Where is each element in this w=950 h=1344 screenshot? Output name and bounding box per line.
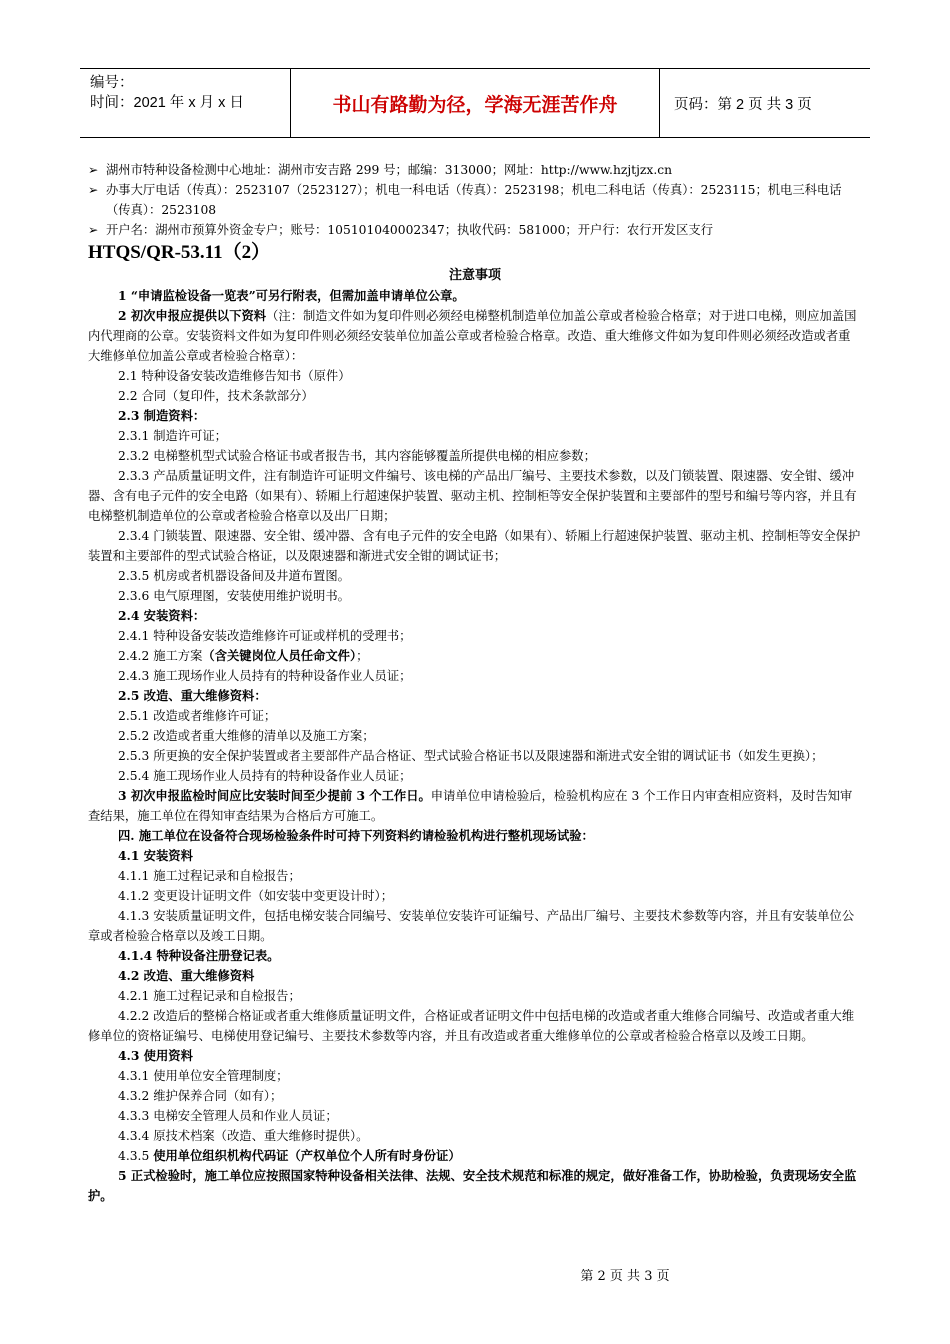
page-indicator: 页码：第 2 页 共 3 页 [674, 96, 812, 113]
item-4-2-2: 4.2.2 改造后的整梯合格证或者重大维修质量证明文件，合格证或者证明文件中包括电梯的改造或者重大维修合同编号、改造或者重大维修单位的资格证编号、电梯使用登记编号、主要技术参数等内容，并且有改造或者重大维修单位的公章或者检验合格章以及竣工日期。 [88, 1009, 855, 1043]
item-2-2: 2.2 合同（复印件，技术条款部分） [118, 389, 314, 403]
item-4-1: 4.1 安装资料 [118, 848, 193, 863]
item-2-3-2: 2.3.2 电梯整机型式试验合格证书或者报告书，其内容能够覆盖所提供电梯的相应参数； [118, 449, 596, 463]
page-footer [0, 1265, 950, 1284]
item-2: 2 初次申报应提供以下资料（注：制造文件如为复印件则必须经电梯整机制造单位加盖公章或者检验合格章；对于进口电梯，则应加盖国内代理商的公章。安装资料文件如为复印件则必须经安装单位加盖公章或者检验合格章。改造、重大维修文件如为复印件则必须经改造或者重大维修单位加盖公章或者检验合格章）： [88, 308, 857, 363]
item-2-5-2: 2.5.2 改造或者重大维修的清单以及施工方案； [118, 729, 375, 743]
item-2-5-4: 2.5.4 施工现场作业人员持有的特种设备作业人员证； [118, 769, 412, 783]
item-4-3-2: 4.3.2 维护保养合同（如有）； [118, 1089, 283, 1103]
header-motto: 书山有路勤为径，学海无涯苦作舟 [290, 69, 660, 137]
item-2-5-3: 2.5.3 所更换的安全保护装置或者主要部件产品合格证、型式试验合格证书以及限速器和渐进式安全钳的调试证书（如发生更换）； [118, 749, 824, 763]
item-4-3-1: 4.3.1 使用单位安全管理制度； [118, 1069, 289, 1083]
item-4-2: 4.2 改造、重大维修资料 [118, 968, 255, 983]
item-1: 1 “申请监检设备一览表”可另行附表，但需加盖申请单位公章。 [118, 288, 465, 303]
item-4-1-4: 4.1.4 特种设备注册登记表。 [118, 948, 280, 963]
item-4-3-3: 4.3.3 电梯安全管理人员和作业人员证； [118, 1109, 338, 1123]
info-account: ➢ 开户名：湖州市预算外资金专户；账号：105101040002347；执收代码：581000；开户行：农行开发区支行 [88, 220, 862, 240]
section-title: 注意事项 [448, 268, 501, 283]
number-label: 编号： [90, 75, 134, 91]
item-2-4-2: 2.4.2 施工方案（含关键岗位人员任命文件）； [118, 648, 369, 663]
item-4: 四. 施工单位在设备符合现场检验条件时可持下列资料约请检验机构进行整机现场试验： [118, 828, 594, 843]
item-4-1-1: 4.1.1 施工过程记录和自检报告； [118, 869, 301, 883]
item-2-3-5: 2.3.5 机房或者机器设备间及井道布置图。 [118, 569, 350, 583]
item-4-2-1: 4.2.1 施工过程记录和自检报告； [118, 989, 301, 1003]
time-label: 时间：2021 年 x 月 x 日 [90, 95, 244, 111]
item-4-1-3: 4.1.3 安装质量证明文件，包括电梯安装合同编号、安装单位安装许可证编号、产品出厂编号、主要技术参数等内容，并且有安装单位公章或者检验合格章以及竣工日期。 [88, 909, 855, 943]
item-2-3: 2.3 制造资料： [118, 408, 206, 423]
item-2-1: 2.1 特种设备安装改造维修告知书（原件） [118, 369, 351, 383]
item-2-3-1: 2.3.1 制造许可证； [118, 429, 227, 443]
arrow-bullet-icon: ➢ [88, 163, 99, 177]
page-header [80, 68, 870, 138]
item-2-3-3: 2.3.3 产品质量证明文件，注有制造许可证明文件编号、该电梯的产品出厂编号、主要技术参数，以及门锁装置、限速器、安全钳、缓冲器、含有电子元件的安全电路（如果有）、轿厢上行超速保护装置、驱动主机、控制柜等安全保护装置和主要部件的型号和编号等内容，并且有电梯整机制造单位的公章或者检验合格章以及出厂日期； [88, 469, 857, 523]
info-phones: ➢ 办事大厅电话（传真）：2523107（2523127）；机电一科电话（传真）：2523198；机电二科电话（传真）：2523115；机电三科电话（传真）：2523108 [88, 180, 862, 220]
item-4-3-5: 4.3.5 使用单位组织机构代码证（产权单位个人所有时身份证） [118, 1148, 461, 1163]
item-2-3-6: 2.3.6 电气原理图，安装使用维护说明书。 [118, 589, 350, 603]
item-2-4: 2.4 安装资料： [118, 608, 206, 623]
item-2-4-3: 2.4.3 施工现场作业人员持有的特种设备作业人员证； [118, 669, 412, 683]
item-5: 5 正式检验时，施工单位应按照国家特种设备相关法律、法规、安全技术规范和标准的规定，做好准备工作，协助检验，负责现场安全监护。 [88, 1168, 857, 1203]
info-address: ➢ 湖州市特种设备检测中心地址：湖州市安吉路 299 号；邮编：313000；网址：http://www.hzjtjzx.cn [88, 160, 862, 180]
arrow-bullet-icon: ➢ [88, 223, 99, 237]
document-body [88, 160, 862, 1206]
footer-page-number: 第 2 页 共 3 页 [580, 1269, 670, 1284]
header-meta [80, 69, 290, 137]
item-2-5-1: 2.5.1 改造或者维修许可证； [118, 709, 277, 723]
item-4-3-4: 4.3.4 原技术档案（改造、重大维修时提供）。 [118, 1129, 369, 1143]
arrow-bullet-icon: ➢ [88, 183, 99, 197]
item-4-1-2: 4.1.2 变更设计证明文件（如安装中变更设计时）； [118, 889, 393, 903]
item-3: 3 初次申报监检时间应比安装时间至少提前 3 个工作日。申请单位申请检验后，检验机构应在 3 个工作日内审查相应资料，及时告知审查结果，施工单位在得知审查结果为合格后方可施工。 [88, 788, 853, 823]
document-code: HTQS/QR-53.11（2） [88, 242, 271, 263]
item-2-4-1: 2.4.1 特种设备安装改造维修许可证或样机的受理书； [118, 629, 412, 643]
item-2-5: 2.5 改造、重大维修资料： [118, 688, 267, 703]
item-2-3-4: 2.3.4 门锁装置、限速器、安全钳、缓冲器、含有电子元件的安全电路（如果有）、轿厢上行超速保护装置、驱动主机、控制柜等安全保护装置和主要部件的型式试验合格证，以及限速器和渐进式安全钳的调试证书； [88, 529, 861, 563]
item-4-3: 4.3 使用资料 [118, 1048, 193, 1063]
